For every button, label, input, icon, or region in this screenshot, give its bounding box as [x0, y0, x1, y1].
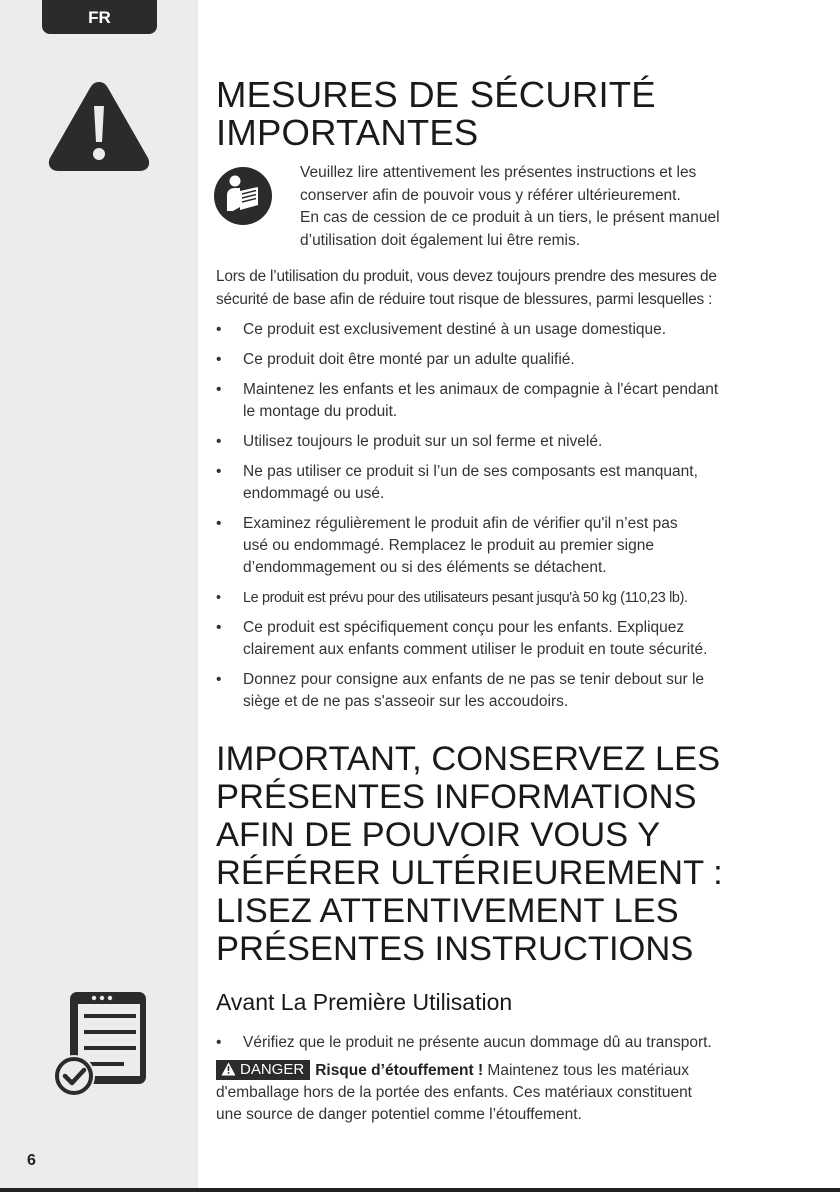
important-heading: IMPORTANT, CONSERVEZ LES PRÉSENTES INFORMATIONS AFIN DE POUVOIR VOUS Y RÉFÉRER ULTÉRIEUREMENT : LISEZ ATTENTIVEMENT LES PRÉSENTES INSTRUCTIONS — [216, 740, 723, 968]
list-item: • Maintenez les enfants et les animaux de compagnie à l'écart pendant le montage du produit. — [216, 379, 816, 423]
list-item: • Ne pas utiliser ce produit si l’un de ses composants est manquant, endommagé ou usé. — [216, 461, 816, 505]
list-item: • Vérifiez que le produit ne présente aucun dommage dû au transport. — [216, 1032, 816, 1054]
intro-text: Veuillez lire attentivement les présentes instructions et les conserver afin de pouvoir vous y référer ultérieurement. En cas de cession de ce produit à un tiers, le présent manuel d’utilisation doit également lui être remis. — [300, 164, 720, 249]
sidebar — [0, 0, 198, 1192]
lead-paragraph: Lors de l’utilisation du produit, vous devez toujours prendre des mesures de sécurité de base afin de réduire tout risque de blessures, parmi lesquelles : — [216, 268, 717, 308]
safety-bullet-list — [216, 319, 816, 713]
list-item: • Examinez régulièrement le produit afin de vérifier qu'il n’est pas usé ou endommagé. Remplacez le produit au premier signe d’endommagement ou si des éléments se détachent. — [216, 513, 816, 579]
list-item: • Ce produit doit être monté par un adulte qualifié. — [216, 349, 816, 371]
danger-title: Risque d’étouffement ! — [315, 1062, 484, 1079]
warning-triangle-icon — [44, 76, 154, 176]
list-item: • Donnez pour consigne aux enfants de ne pas se tenir debout sur le siège et de ne pas s'asseoir sur les accoudoirs. — [216, 669, 816, 713]
list-item: • Ce produit est spécifiquement conçu pour les enfants. Expliquez clairement aux enfants comment utiliser le produit en toute sécurité. — [216, 617, 816, 661]
language-tab: FR — [42, 0, 157, 34]
list-item: • Utilisez toujours le produit sur un sol ferme et nivelé. — [216, 431, 816, 453]
before-use-list — [216, 1032, 816, 1054]
bottom-rule — [0, 1188, 840, 1192]
danger-label: DANGER — [240, 1061, 305, 1078]
danger-paragraph: DANGER Risque d’étouffement ! Maintenez tous les matériaux d'emballage hors de la portée des enfants. Ces matériaux constituent une source de danger potentiel comme l’étouffement. — [216, 1061, 692, 1123]
page-number: 6 — [27, 1152, 36, 1169]
list-item: • Le produit est prévu pour des utilisateurs pesant jusqu'à 50 kg (110,23 lb). — [216, 587, 816, 609]
safety-title: MESURES DE SÉCURITÉ IMPORTANTES — [216, 74, 656, 153]
warning-triangle-icon — [221, 1062, 236, 1076]
read-manual-icon — [214, 167, 272, 225]
before-use-heading: Avant La Première Utilisation — [216, 989, 513, 1015]
danger-badge — [216, 1060, 310, 1080]
checklist-icon — [50, 990, 150, 1098]
list-item: • Ce produit est exclusivement destiné à un usage domestique. — [216, 319, 816, 341]
